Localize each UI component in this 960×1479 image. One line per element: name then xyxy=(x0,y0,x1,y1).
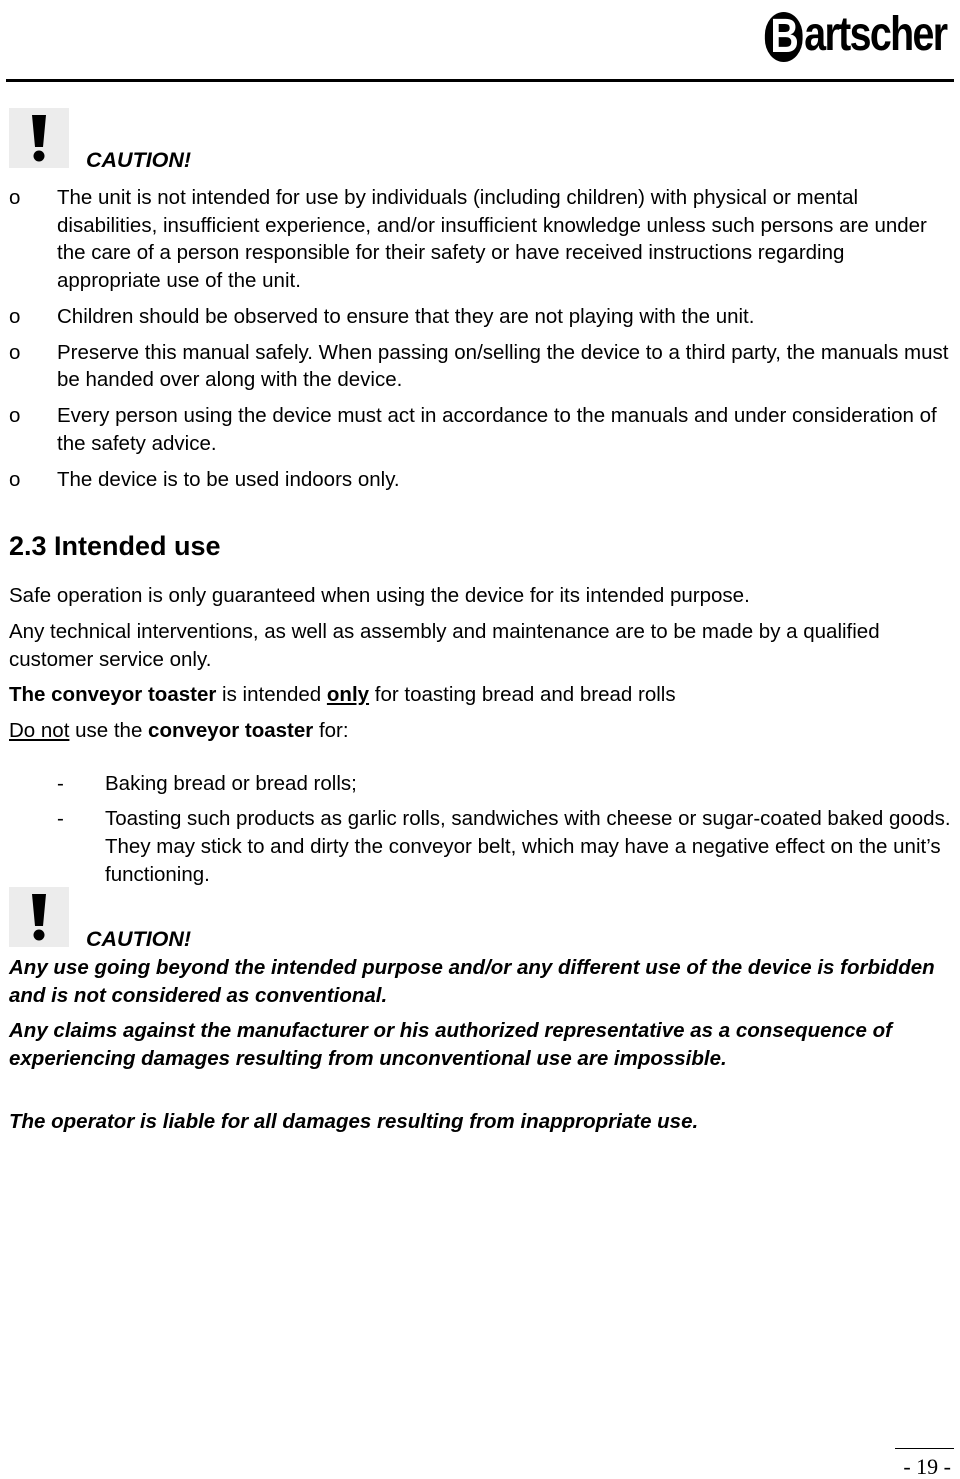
dash-mark: - xyxy=(57,772,64,795)
prohibited-uses-list xyxy=(57,770,952,896)
page-number: - 19 - xyxy=(903,1454,951,1479)
list-item-text: Toasting such products as garlic rolls, sandwiches with cheese or sugar-coated baked goods. They may stick to and dirty the conveyor belt, which may have a negative effect on the unit’s functioning. xyxy=(105,807,951,886)
bullet-mark: o xyxy=(9,186,21,209)
caution-heading: CAUTION! xyxy=(86,148,192,172)
list-item-text: The unit is not intended for use by individuals (including children) with physical or mental disabilities, insufficient experience, and/or insufficient knowledge unless such persons are under the care of a person responsible for their safety or have received instructions regarding appropriate use of the unit. xyxy=(57,186,927,292)
exclamation-icon xyxy=(9,108,69,168)
paragraph-safe-operation: Safe operation is only guaranteed when using the device for its intended purpose. xyxy=(9,584,750,607)
product-name: conveyor toaster xyxy=(148,719,314,742)
text-run: use the xyxy=(69,719,149,742)
warning-claims: Any claims against the manufacturer or his authorized representative as a consequence of experiencing damages resulting from unconventional use are impossible. xyxy=(9,1019,892,1070)
list-item xyxy=(9,339,952,394)
text-run: for: xyxy=(313,719,349,742)
list-item xyxy=(9,184,952,294)
list-item xyxy=(9,303,952,331)
caution-heading: CAUTION! xyxy=(86,927,192,951)
emphasis-only: only xyxy=(326,683,370,706)
bullet-mark: o xyxy=(9,404,21,427)
text-run: is intended xyxy=(216,683,327,706)
caution-bullet-list xyxy=(9,184,952,502)
paragraph-intended-purpose xyxy=(9,681,950,709)
section-title: 2.3 Intended use xyxy=(9,531,221,561)
list-item-text: Baking bread or bread rolls; xyxy=(105,772,357,795)
footer-rule xyxy=(895,1448,954,1449)
list-item xyxy=(9,402,952,457)
emphasis-do-not: Do not xyxy=(9,719,70,742)
dash-mark: - xyxy=(57,807,64,830)
bullet-mark: o xyxy=(9,467,21,491)
list-item-text: Every person using the device must act in accordance to the manuals and under consideration of the safety advice. xyxy=(57,404,937,455)
list-item-text: The device is to be used indoors only. xyxy=(57,467,400,491)
paragraph-do-not-use xyxy=(9,717,950,745)
bullet-mark: o xyxy=(9,340,21,364)
list-item-text: Children should be observed to ensure that they are not playing with the unit. xyxy=(57,304,755,328)
exclamation-icon xyxy=(9,887,69,947)
product-name: The conveyor toaster xyxy=(9,683,217,706)
brand-logo-initial: B xyxy=(764,12,802,62)
header-rule xyxy=(6,79,954,82)
text-run: for toasting bread and bread rolls xyxy=(369,683,676,706)
bullet-mark: o xyxy=(9,304,21,328)
brand-logo xyxy=(764,2,946,68)
list-item xyxy=(9,466,952,494)
warning-operator-liability: The operator is liable for all damages resulting from inappropriate use. xyxy=(9,1110,699,1133)
warning-intended-purpose: Any use going beyond the intended purpose and/or any different use of the device is forbidden and is not considered as conventional. xyxy=(9,956,935,1007)
list-item xyxy=(57,805,952,889)
paragraph-technical-interventions: Any technical interventions, as well as assembly and maintenance are to be made by a qualified customer service only. xyxy=(9,620,880,671)
list-item xyxy=(57,770,952,798)
brand-logo-text: artscher xyxy=(803,8,946,61)
list-item-text: Preserve this manual safely. When passing on/selling the device to a third party, the manuals must be handed over along with the device. xyxy=(57,340,949,391)
